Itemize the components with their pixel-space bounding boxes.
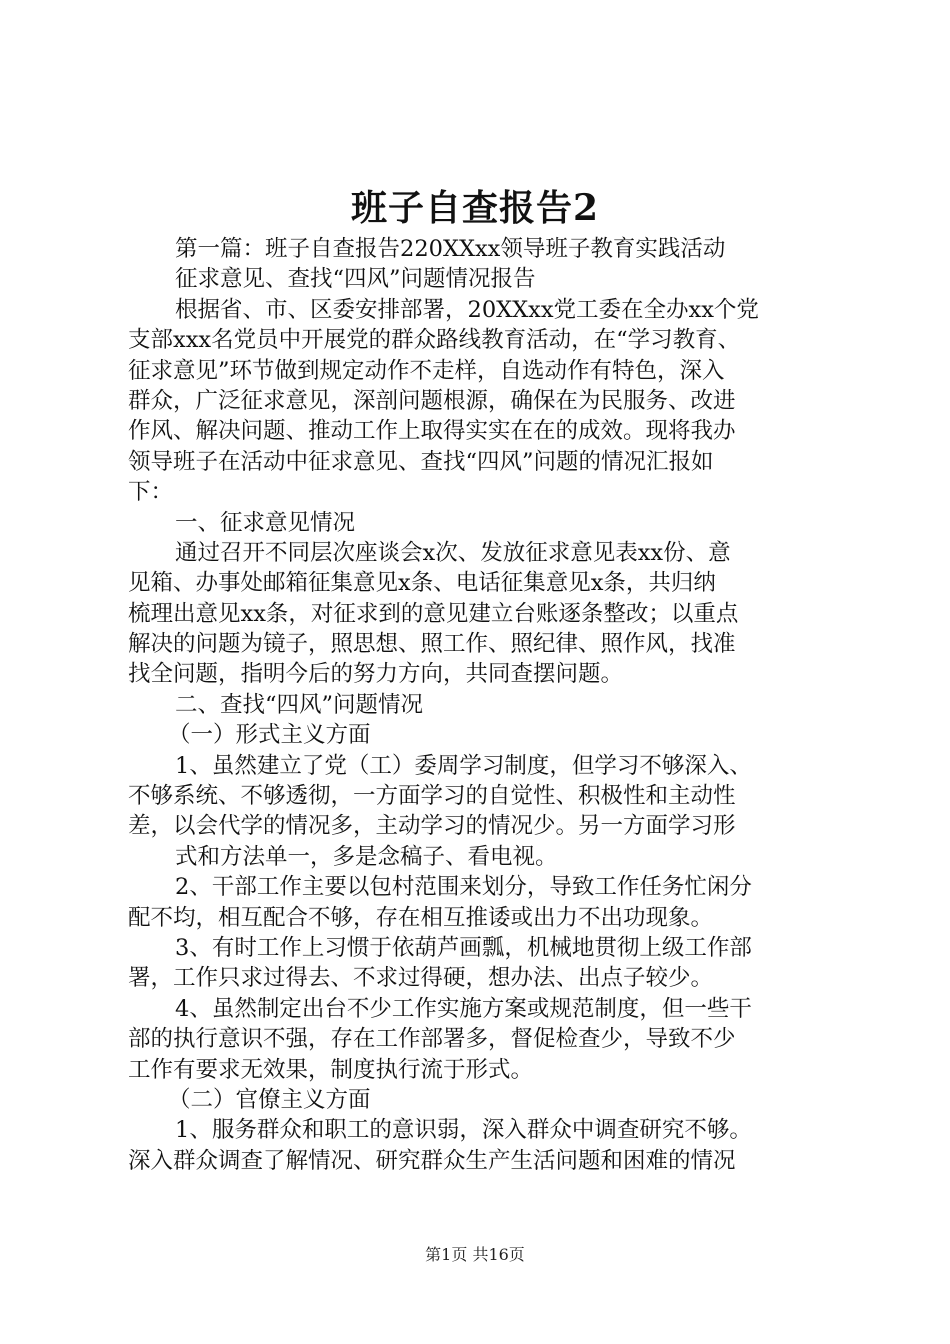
paragraph-line: 解决的问题为镜子，照思想、照工作、照纪律、照作风，找准 — [128, 631, 736, 658]
paragraph-line: 群众，广泛征求意见，深剖问题根源，确保在为民服务、改进 — [128, 387, 736, 414]
page-footer: 第1页 共16页 — [425, 1245, 525, 1264]
paragraph-line: 配不均，相互配合不够，存在相互推诿或出力不出功现象。 — [128, 904, 714, 931]
paragraph-line: 工作有要求无效果，制度执行流于形式。 — [128, 1056, 534, 1083]
paragraph-line: 1、虽然建立了党（工）委周学习制度，但学习不够深入、 — [175, 752, 752, 779]
section-heading: 一、征求意见情况 — [175, 509, 356, 536]
paragraph-line: 部的执行意识不强，存在工作部署多，督促检查少，导致不少 — [128, 1026, 736, 1053]
paragraph-line: 1、服务群众和职工的意识弱，深入群众中调查研究不够。 — [175, 1117, 752, 1144]
paragraph-line: 深入群众调查了解情况、研究群众生产生活问题和困难的情况 — [128, 1147, 736, 1174]
paragraph-line: 通过召开不同层次座谈会x次、发放征求意见表xx份、意 — [175, 539, 731, 566]
paragraph-line: 式和方法单一，多是念稿子、看电视。 — [175, 843, 558, 870]
paragraph-line: 领导班子在活动中征求意见、查找“四风”问题的情况汇报如 — [128, 448, 714, 475]
subsection-heading: （二）官僚主义方面 — [168, 1086, 371, 1113]
paragraph-line: 征求意见”环节做到规定动作不走样，自选动作有特色，深入 — [128, 357, 725, 384]
section-heading: 二、查找“四风”问题情况 — [175, 691, 424, 718]
paragraph-line: 3、有时工作上习惯于依葫芦画瓢，机械地贯彻上级工作部 — [175, 934, 752, 961]
subsection-heading: （一）形式主义方面 — [168, 722, 371, 749]
paragraph-line: 找全问题，指明今后的努力方向，共同查摆问题。 — [128, 661, 624, 688]
paragraph-line: 2、干部工作主要以包村范围来划分，导致工作任务忙闲分 — [175, 874, 752, 901]
paragraph-line: 征求意见、查找“四风”问题情况报告 — [175, 266, 536, 293]
paragraph-line: 第一篇：班子自查报告220XXxx领导班子教育实践活动 — [175, 236, 726, 262]
paragraph-line: 作风、解决问题、推动工作上取得实实在在的成效。现将我办 — [128, 418, 736, 445]
paragraph-line: 署，工作只求过得去、不求过得硬，想办法、出点子较少。 — [128, 965, 714, 992]
document-body — [128, 234, 838, 1176]
paragraph-line: 4、虽然制定出台不少工作实施方案或规范制度，但一些干 — [175, 995, 752, 1022]
paragraph-line: 下： — [128, 479, 174, 506]
paragraph-line: 根据省、市、区委安排部署，20XXxx党工委在全办xx个党 — [175, 296, 759, 323]
paragraph-line: 见箱、办事处邮箱征集意见x条、电话征集意见x条，共归纳 — [128, 570, 716, 597]
paragraph-line: 梳理出意见xx条，对征求到的意见建立台账逐条整改；以重点 — [128, 600, 739, 627]
paragraph-line: 差，以会代学的情况多，主动学习的情况少。另一方面学习形 — [128, 813, 736, 840]
paragraph-line: 支部xxx名党员中开展党的群众路线教育活动，在“学习教育、 — [128, 327, 741, 354]
paragraph-line: 不够系统、不够透彻，一方面学习的自觉性、积极性和主动性 — [128, 783, 736, 810]
document-title: 班子自查报告2 — [350, 187, 600, 229]
